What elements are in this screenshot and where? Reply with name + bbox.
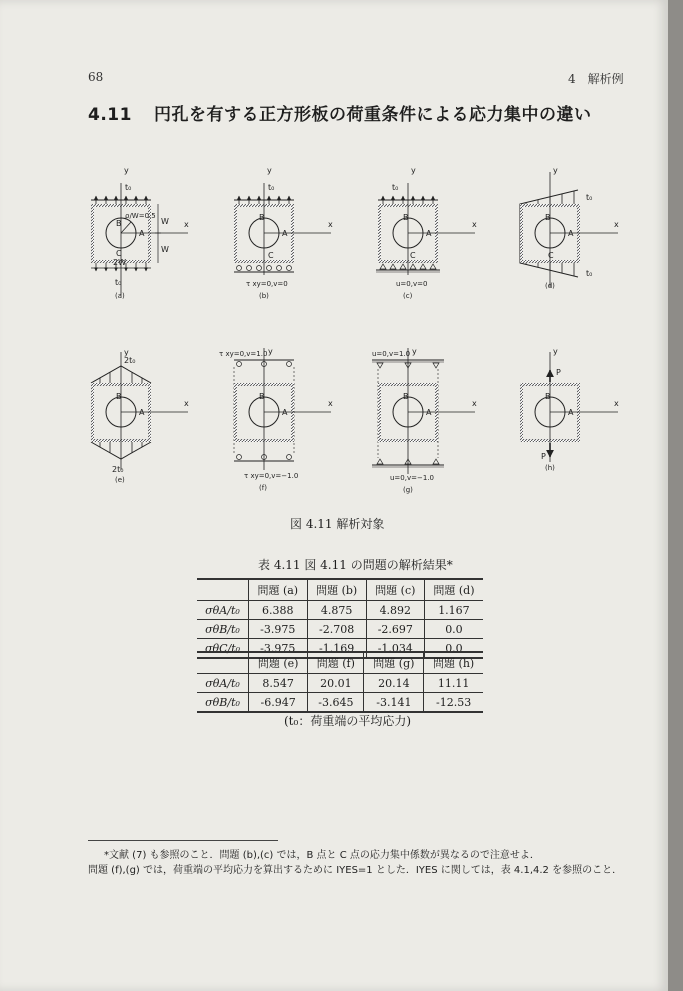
panel-e-bottom-load: 2t₀ <box>112 465 124 474</box>
table-cell: 20.01 <box>308 674 364 693</box>
panel-c-label: (c) <box>403 292 413 300</box>
table-cell: -6.947 <box>249 693 308 713</box>
panel-a-point-b: B <box>116 219 122 228</box>
panel-f-point-a: A <box>282 408 288 417</box>
panel-a-dim-2w: 2W <box>113 258 126 267</box>
panel-h-point-b: B <box>545 392 551 401</box>
panel-d-axis-x: x <box>614 220 619 229</box>
panel-b-axis-y: y <box>267 166 272 175</box>
panel-a-hole-note: ρ/W=0.5 <box>125 212 156 220</box>
panel-d-bottom-load: t₀ <box>586 269 593 278</box>
panel-c-axis-x: x <box>472 220 477 229</box>
panel-f <box>219 347 333 492</box>
row-label: σθB/t₀ <box>197 620 248 639</box>
panel-b-point-c: C <box>268 251 274 260</box>
column-header: 問題 (f) <box>308 652 364 674</box>
table-cell: 4.892 <box>366 601 424 620</box>
column-header: 問題 (h) <box>424 652 483 674</box>
panel-h-point-a: A <box>568 408 574 417</box>
running-header: 4 解析例 <box>568 72 624 86</box>
panel-e-axis-y: y <box>124 348 129 357</box>
panel-c-point-b: B <box>403 213 409 222</box>
panel-g-point-b: B <box>403 392 409 401</box>
panel-h <box>520 347 619 472</box>
panel-c-top-load: t₀ <box>392 183 399 192</box>
panel-a-label: (a) <box>115 292 125 300</box>
figure-caption: 図 4.11 解析対象 <box>290 517 385 531</box>
column-header: 問題 (c) <box>366 579 424 601</box>
table-cell: -3.645 <box>308 693 364 713</box>
table-row <box>197 620 483 639</box>
section-number: 4.11 <box>88 105 132 125</box>
table-row <box>197 601 483 620</box>
panel-d <box>520 166 619 290</box>
panel-g <box>372 347 477 494</box>
table-cell: 8.547 <box>249 674 308 693</box>
panel-c-point-c: C <box>410 251 416 260</box>
panel-d-point-a: A <box>568 229 574 238</box>
table-cell: 1.167 <box>424 601 483 620</box>
panel-b <box>234 166 333 300</box>
panel-d-point-c: C <box>548 251 554 260</box>
panel-a-top-load: t₀ <box>125 183 132 192</box>
panel-d-top-load: t₀ <box>586 193 593 202</box>
table-note: (t₀：荷重端の平均応力) <box>284 714 411 728</box>
footnote-2: 問題 (f),(g) では，荷重端の平均応力を算出するために IYES=1 とした．IYES に関しては，表 4.1,4.2 を参照のこと． <box>88 865 623 876</box>
row-label: σθA/t₀ <box>197 674 249 693</box>
panel-a-bottom-load: t₀ <box>115 278 122 287</box>
column-header: 問題 (a) <box>248 579 307 601</box>
table-header-row <box>197 579 483 601</box>
column-header: 問題 (d) <box>424 579 483 601</box>
panel-h-axis-x: x <box>614 399 619 408</box>
table-corner <box>197 652 249 674</box>
panel-c-point-a: A <box>426 229 432 238</box>
panel-f-label: (f) <box>259 484 267 492</box>
panel-f-top-bc: τ xy=0,v=1.0 <box>219 350 268 358</box>
panel-e <box>91 348 189 484</box>
panel-e-axis-x: x <box>184 399 189 408</box>
table-cell: -2.708 <box>307 620 366 639</box>
table-cell: 4.875 <box>307 601 366 620</box>
panel-c <box>376 166 477 300</box>
table-cell: 20.14 <box>364 674 424 693</box>
table-cell: 11.11 <box>424 674 483 693</box>
panel-a-dim-w2: W <box>161 245 169 254</box>
column-header: 問題 (g) <box>364 652 424 674</box>
panel-h-axis-y: y <box>553 347 558 356</box>
table-cell: -3.975 <box>248 639 307 659</box>
panel-f-axis-y: y <box>268 347 273 356</box>
panel-b-axis-x: x <box>328 220 333 229</box>
section-title: 円孔を有する正方形板の荷重条件による応力集中の違い <box>153 105 592 125</box>
panel-e-point-a: A <box>139 408 145 417</box>
panel-a-axis-x: x <box>184 220 189 229</box>
panel-b-label: (b) <box>259 292 269 300</box>
panel-c-axis-y: y <box>411 166 416 175</box>
panel-e-point-b: B <box>116 392 122 401</box>
table-cell: -3.141 <box>364 693 424 713</box>
panel-h-bottom-load: P <box>541 452 546 461</box>
table-caption: 表 4.11 図 4.11 の問題の解析結果* <box>258 558 453 572</box>
panel-g-point-a: A <box>426 408 432 417</box>
row-label: σθB/t₀ <box>197 693 249 713</box>
panel-g-axis-y: y <box>412 347 417 356</box>
table-header-row <box>197 652 483 674</box>
panel-h-label: (h) <box>545 464 555 472</box>
table-corner <box>197 579 248 601</box>
table-cell: -1.169 <box>307 639 366 659</box>
panel-c-bc: u=0,v=0 <box>396 280 428 288</box>
footnote-rule <box>88 840 278 841</box>
panel-g-axis-x: x <box>472 399 477 408</box>
panel-a-axis-y: y <box>124 166 129 175</box>
results-table-part2 <box>197 651 483 713</box>
panel-g-bottom-bc: u=0,v=−1.0 <box>390 474 434 482</box>
table-row <box>197 693 483 713</box>
panel-e-label: (e) <box>115 476 125 484</box>
table-cell: 0.0 <box>424 639 483 659</box>
panel-f-bottom-bc: τ xy=0,v=−1.0 <box>244 472 299 480</box>
panel-d-point-b: B <box>545 213 551 222</box>
panel-f-axis-x: x <box>328 399 333 408</box>
panel-a-point-a: A <box>139 229 145 238</box>
footnote-1: *文献 (7) も参照のこと．問題 (b),(c) では，B 点と C 点の応力集中係数が異なるので注意せよ． <box>104 850 540 861</box>
panel-h-top-load: P <box>556 368 561 377</box>
table-row <box>197 674 483 693</box>
column-header: 問題 (b) <box>307 579 366 601</box>
table-cell: 0.0 <box>424 620 483 639</box>
panel-e-top-load: 2t₀ <box>124 356 136 365</box>
panel-g-top-bc: u=0,v=1.0 <box>372 350 411 358</box>
panel-d-axis-y: y <box>553 166 558 175</box>
table-cell: 6.388 <box>248 601 307 620</box>
panel-a <box>91 166 189 300</box>
panel-d-label: (d) <box>545 282 555 290</box>
table-cell: -1.034 <box>366 639 424 659</box>
panel-b-point-a: A <box>282 229 288 238</box>
row-label: σθA/t₀ <box>197 601 248 620</box>
panel-b-point-b: B <box>259 213 265 222</box>
panel-a-dim-w1: W <box>161 217 169 226</box>
table-cell: -12.53 <box>424 693 483 713</box>
panel-a-point-c: C <box>116 249 122 258</box>
panel-f-point-b: B <box>259 392 265 401</box>
column-header: 問題 (e) <box>249 652 308 674</box>
table-cell: -2.697 <box>366 620 424 639</box>
table-cell: -3.975 <box>248 620 307 639</box>
panel-b-bc: τ xy=0,v=0 <box>246 280 288 288</box>
results-table-part1 <box>197 578 483 659</box>
row-label: σθC/t₀ <box>197 639 248 659</box>
page-number: 68 <box>88 70 104 84</box>
panel-g-label: (g) <box>403 486 413 494</box>
panel-b-top-load: t₀ <box>268 183 275 192</box>
